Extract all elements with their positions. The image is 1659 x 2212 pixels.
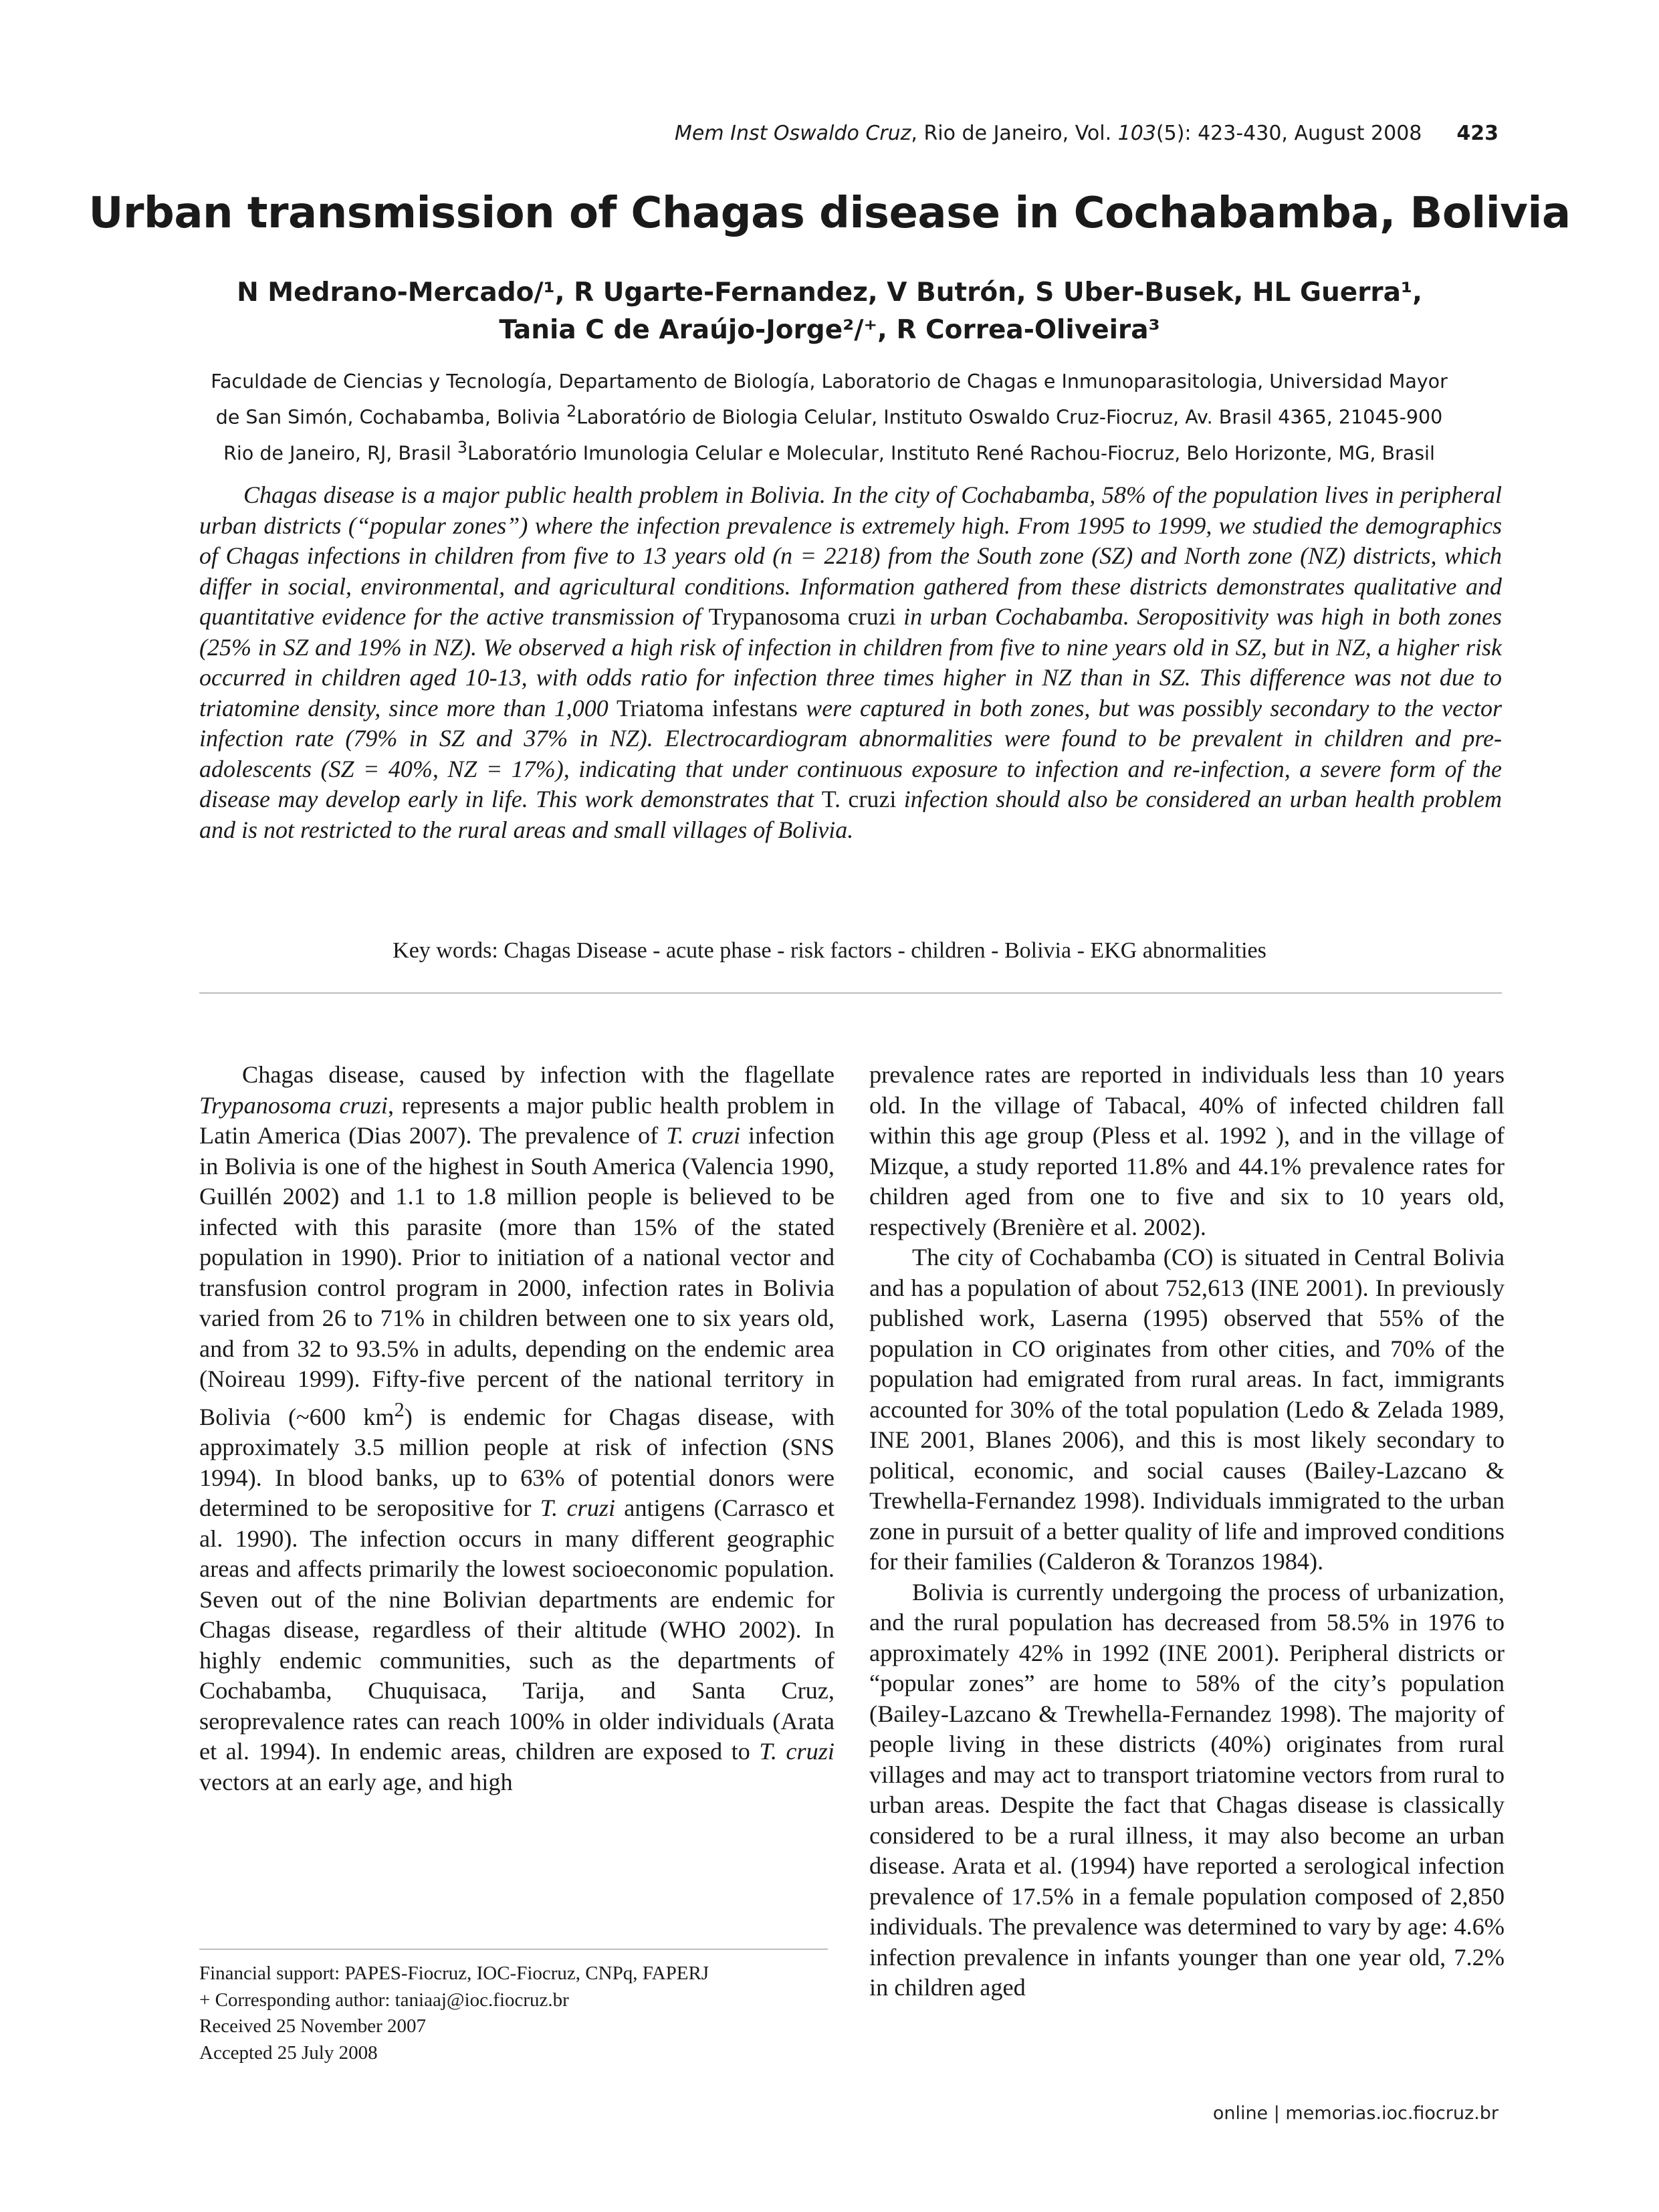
superscript: 2 — [394, 1398, 405, 1421]
body-text: , represents a major public health problem in Latin America (Dias 2007). The prevalence of — [199, 1091, 835, 1149]
species-name: T. cruzi — [666, 1122, 741, 1149]
body-text: ) is endemic for Chagas disease, with approximately 3.5 million people at risk of infection (SNS 1994). In blood banks, up to 63% of potential donors were determined to be seropositive for — [199, 1403, 835, 1522]
affiliation-3-marker: 3 — [457, 437, 467, 457]
accepted-date: Accepted 25 July 2008 — [199, 2041, 378, 2064]
affiliation-3: Laboratório Imunologia Celular e Molecular, Instituto René Rachou-Fiocruz, Belo Horizonte, MG, Brasil — [467, 442, 1435, 464]
affiliation-1: Faculdade de Ciencias y Tecnología, Departamento de Biología, Laboratorio de Chagas e Inmunoparasitologia, Universidad Mayor de San Simón, Cochabamba, Bolivia — [211, 370, 1448, 429]
body-column-left — [199, 1060, 835, 1797]
author-line-2: Tania C de Araújo-Jorge²/⁺, R Correa-Oliveira³ — [499, 315, 1160, 345]
corresponding-author: + Corresponding author: taniaaj@ioc.fiocruz.br — [199, 1989, 569, 2011]
journal-location: , Rio de Janeiro, Vol. — [911, 122, 1118, 145]
page-footer: online | memorias.ioc.fiocruz.br — [1212, 2103, 1499, 2124]
body-paragraph — [199, 1060, 835, 1797]
abstract-text-2: in urban Cochabamba. Seropositivity was high in both zones (25% in SZ and 19% in NZ). We observed a high risk of infection in children from five to nine years old in SZ, but in NZ, a higher risk occurred in children aged 10-13, with odds ratio for infection three times higher in NZ than in SZ. This difference was not due to triatomine density, since more than 1,000 — [199, 603, 1503, 722]
keywords: Key words: Chagas Disease - acute phase - risk factors - children - Bolivia - EKG abnormalities — [393, 938, 1266, 963]
body-paragraph: prevalence rates are reported in individuals less than 10 years old. In the village of Tabacal, 40% of infected children fall within this age group (Pless et al. 1992 ), and in the village of Mizque, a study reported 11.8% and 44.1% prevalence rates for children aged from one to five and six to 10 years old, respectively (Brenière et al. 2002). — [869, 1061, 1505, 1240]
species-name: Trypanosoma cruzi — [708, 603, 896, 630]
affiliation-2: Laboratório de Biologia Celular, Instituto Oswaldo Cruz-Fiocruz, Av. Brasil 4365, 21045-900 Rio de Janeiro, RJ, Brasil — [223, 406, 1443, 464]
species-name: T. cruzi — [821, 786, 897, 812]
species-name: T. cruzi — [540, 1495, 616, 1522]
body-paragraph: Bolivia is currently undergoing the process of urbanization, and the rural population has decreased from 58.5% in 1976 to approximately 42% in 1992 (INE 2001). Peripheral districts or “popular zones” are home to 58% of the city’s population (Bailey-Lazcano & Trewhella-Fernandez 1998). The majority of people living in these districts (40%) originates from rural villages and may act to transport triatomine vectors from rural to urban areas. Despite the fact that Chagas disease is classically considered to be a rural illness, it may also become an urban disease. Arata et al. (1994) have reported a serological infection prevalence of 17.5% in a female population composed of 2,850 individuals. The prevalence was determined to vary by age: 4.6% infection prevalence in infants younger than one year old, 7.2% in children aged — [869, 1578, 1505, 2001]
footnote-divider — [199, 1949, 828, 1950]
species-name: T. cruzi — [759, 1738, 835, 1765]
journal-name: Mem Inst Oswaldo Cruz — [675, 122, 911, 145]
abstract-text-4: infection should also be considered an urban health problem and is not restricted to the rural areas and small villages of Bolivia. — [199, 786, 1503, 843]
author-line-1: N Medrano-Mercado/¹, R Ugarte-Fernandez, V Butrón, S Uber-Busek, HL Guerra¹, — [237, 278, 1422, 308]
section-divider — [199, 992, 1502, 994]
body-text: vectors at an early age, and high — [199, 1768, 513, 1795]
received-date: Received 25 November 2007 — [199, 2015, 427, 2037]
page-number: 423 — [1456, 122, 1499, 145]
body-column-right — [869, 1060, 1505, 2003]
body-text: antigens (Carrasco et al. 1990). The infection occurs in many different geographic areas and affects primarily the lowest socioeconomic population. Seven out of the nine Bolivian departments are endemic for Chagas disease, regardless of their altitude (WHO 2002). In highly endemic communities, such as the departments of Cochabamba, Chuquisaca, Tarija, and Santa Cruz, seroprevalence rates can reach 100% in older individuals (Arata et al. 1994). In endemic areas, children are exposed to — [199, 1495, 835, 1765]
affiliation-2-marker: 2 — [566, 402, 577, 421]
body-text: Chagas disease, caused by infection with the flagellate — [242, 1061, 835, 1088]
abstract — [199, 480, 1502, 845]
species-name: Trypanosoma cruzi — [199, 1091, 389, 1119]
species-name: Triatoma infestans — [617, 694, 798, 722]
running-header — [675, 122, 1499, 145]
affiliations — [201, 366, 1458, 468]
abstract-text-1: Chagas disease is a major public health problem in Bolivia. In the city of Cochabamba, 58% of the population lives in peripheral urban districts (“popular zones”) where the infection prevalence is extremely high. From 1995 to 1999, we studied the demographics of Chagas infections in children from five to 13 years old (n = 2218) from the South zone (SZ) and North zone (NZ) districts, which differ in social, environmental, and agricultural conditions. Information gathered from these districts demonstrates qualitative and quantitative evidence for the active transmission of — [199, 481, 1502, 630]
body-paragraph: The city of Cochabamba (CO) is situated in Central Bolivia and has a population of about 752,613 (INE 2001). In previously published work, Laserna (1995) observed that 55% of the population in CO originates from other cities, and 70% of the population had emigrated from rural areas. In fact, immigrants accounted for 30% of the total population (Ledo & Zelada 1989, INE 2001, Blanes 2006), and this is most likely secondary to political, economic, and social causes (Bailey-Lazcano & Trewhella-Fernandez 1998). Individuals immigrated to the urban zone in pursuit of a better quality of life and improved conditions for their families (Calderon & Toranzos 1984). — [869, 1244, 1505, 1575]
body-text: infection in Bolivia is one of the highest in South America (Valencia 1990, Guillén 2002) and 1.1 to 1.8 million people is believed to be infected with this parasite (more than 15% of the stated population in 1990). Prior to initiation of a national vector and transfusion control program in 2000, infection rates in Bolivia varied from 26 to 71% in children between one to six years old, and from 32 to 93.5% in adults, depending on the endemic area (Noireau 1999). Fifty-five percent of the national territory in Bolivia (~600 km — [199, 1122, 835, 1430]
footnotes — [199, 1961, 835, 2066]
journal-issue: (5): 423-430, August 2008 — [1155, 122, 1422, 145]
funding-note: Financial support: PAPES-Fiocruz, IOC-Fiocruz, CNPq, FAPERJ — [199, 1963, 709, 1984]
author-list — [0, 274, 1659, 349]
abstract-text-3: were captured in both zones, but was possibly secondary to the vector infection rate (79% in SZ and 37% in NZ). Electrocardiogram abnormalities were found to be prevalent in children and pre-adolescents (SZ = 40%, NZ = 17%), indicating that under continuous exposure to infection and re-infection, a severe form of the disease may develop early in life. This work demonstrates that — [199, 694, 1502, 812]
journal-volume: 103 — [1117, 122, 1156, 145]
article-title: Urban transmission of Chagas disease in Cochabamba, Bolivia — [88, 189, 1571, 238]
